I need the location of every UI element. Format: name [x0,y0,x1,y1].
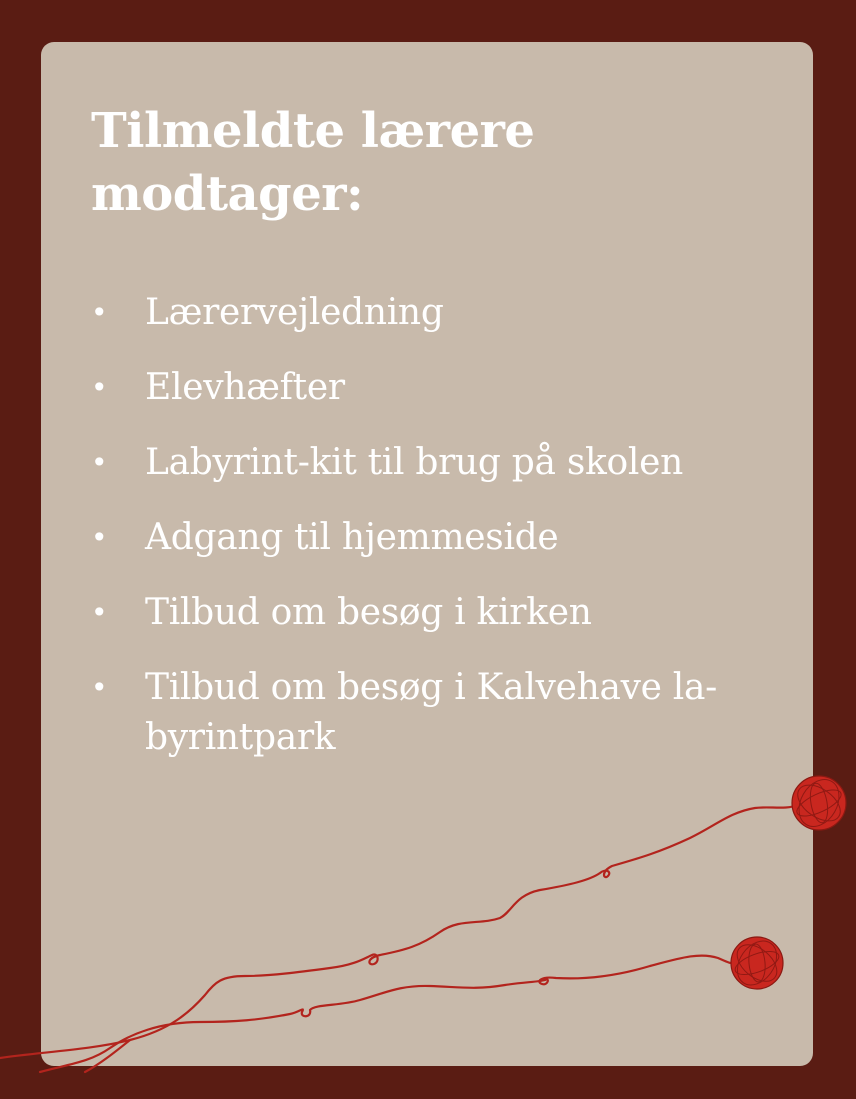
list-item [89,363,769,413]
benefits-list [89,288,769,788]
bullet-icon: • [91,371,108,404]
page-title [91,100,534,226]
bullet-icon: • [91,521,108,554]
list-item [89,513,769,563]
bullet-icon: • [91,596,108,629]
title-line-1: Tilmeldte lærere [91,103,535,159]
list-item-text: Labyrint-kit til brug på skolen [145,442,684,483]
list-item [89,663,769,763]
list-item-text: Tilbud om besøg i kirken [145,592,592,633]
list-item [89,438,769,488]
bullet-icon: • [91,446,108,479]
list-item-text: Tilbud om besøg i Kalvehave la- byrintpark [145,667,718,758]
list-item-text: Elevhæfter [145,367,345,408]
content-card [41,42,813,1066]
list-item-text: Lærervejledning [145,292,444,333]
list-item-text: Adgang til hjemmeside [145,517,559,558]
title-line-2: modtager: [91,166,364,222]
bullet-icon: • [91,296,108,329]
list-item [89,588,769,638]
list-item [89,288,769,338]
bullet-icon: • [91,671,108,704]
